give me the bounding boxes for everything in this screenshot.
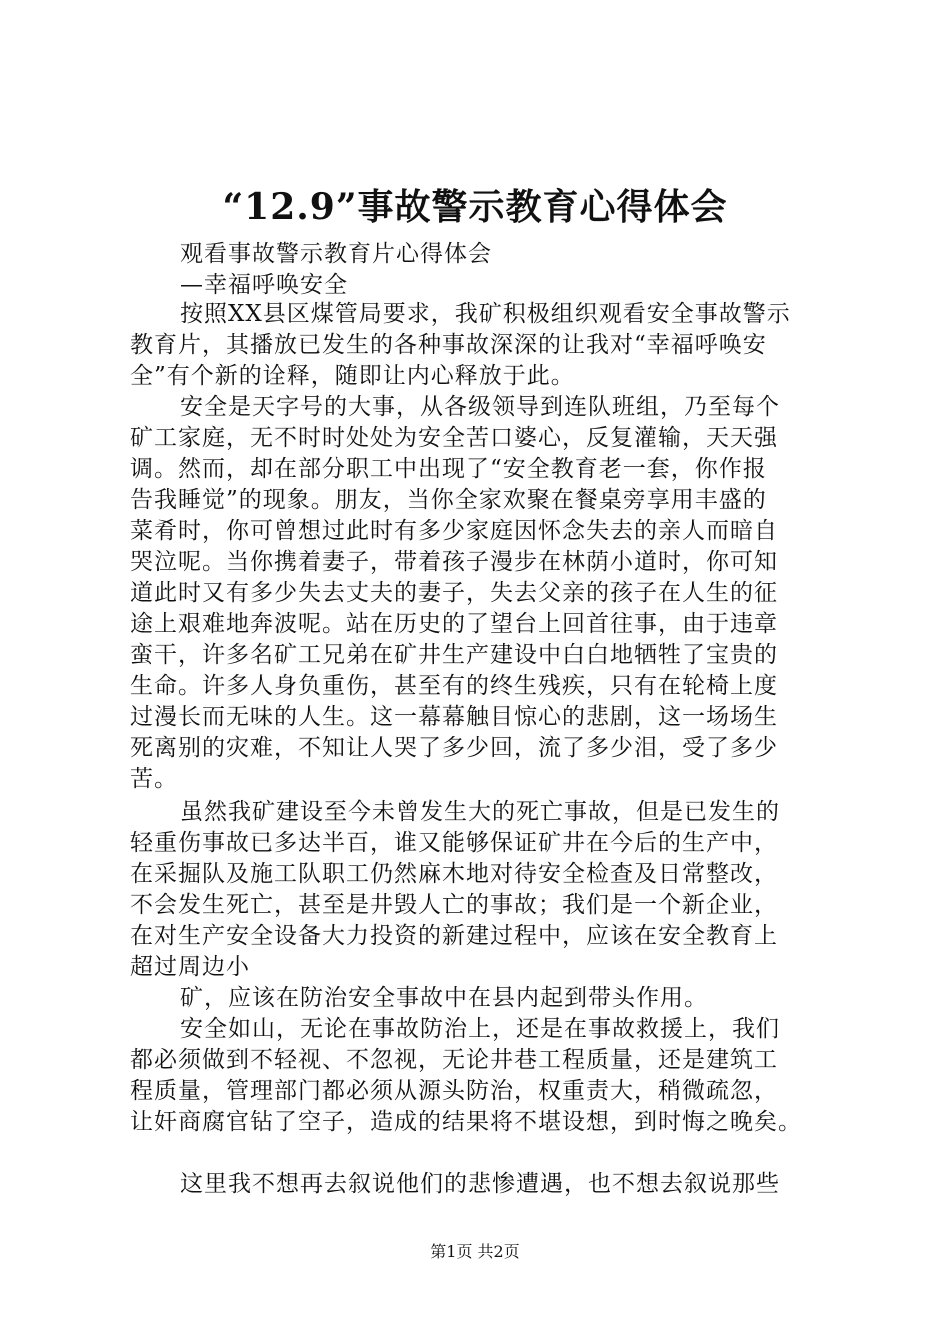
- paragraph-line: 都必须做到不轻视、不忽视，无论井巷工程质量，还是建筑工: [130, 1047, 778, 1073]
- paragraph-line: 道此时又有多少失去丈夫的妻子，失去父亲的孩子在人生的征: [130, 580, 778, 606]
- paragraph-line: 调。然而，却在部分职工中出现了“安全教育老一套，你作报: [130, 456, 767, 482]
- paragraph-line: 超过周边小: [130, 954, 250, 980]
- paragraph-line: 安全是天字号的大事，从各级领导到连队班组，乃至每个: [180, 394, 780, 420]
- document-title: “12.9”事故警示教育心得体会: [222, 186, 728, 228]
- subtitle-line: —幸福呼唤安全: [180, 272, 348, 298]
- paragraph-line: 不会发生死亡，甚至是井毁人亡的事故；我们是一个新企业，: [130, 892, 778, 918]
- paragraph-line: 死离别的灾难，不知让人哭了多少回，流了多少泪，受了多少: [130, 735, 778, 761]
- paragraph-line: 菜肴时，你可曾想过此时有多少家庭因怀念失去的亲人而暗自: [130, 518, 778, 544]
- paragraph-line: 教育片，其播放已发生的各种事故深深的让我对“幸福呼唤安: [130, 332, 767, 358]
- paragraph-line: 途上艰难地奔波呢。站在历史的了望台上回首往事，由于违章: [130, 611, 778, 637]
- paragraph-line: 在采掘队及施工队职工仍然麻木地对待安全检查及日常整改，: [130, 861, 778, 887]
- paragraph-line: 矿工家庭，无不时时处处为安全苦口婆心，反复灌输，天天强: [130, 425, 778, 451]
- page-number: 第1页 共2页: [430, 1242, 520, 1261]
- paragraph-line: 苦。: [130, 766, 178, 792]
- paragraph-line: 程质量，管理部门都必须从源头防治，权重责大，稍微疏忽，: [130, 1078, 778, 1104]
- paragraph-line: 哭泣呢。当你携着妻子，带着孩子漫步在林荫小道时，你可知: [130, 549, 778, 575]
- subtitle-line: 观看事故警示教育片心得体会: [180, 241, 492, 267]
- paragraph-line: 轻重伤事故已多达半百，谁又能够保证矿井在今后的生产中，: [130, 830, 778, 856]
- paragraph-line: 虽然我矿建设至今未曾发生大的死亡事故，但是已发生的: [180, 799, 780, 825]
- paragraph-line: 生命。许多人身负重伤，甚至有的终生残疾，只有在轮椅上度: [130, 673, 778, 699]
- paragraph-line: 安全如山，无论在事故防治上，还是在事故救援上，我们: [180, 1016, 780, 1042]
- paragraph-line: 按照XX县区煤管局要求，我矿积极组织观看安全事故警示: [180, 301, 791, 327]
- paragraph-line: 过漫长而无味的人生。这一幕幕触目惊心的悲剧，这一场场生: [130, 704, 778, 730]
- paragraph-line: 全”有个新的诠释，随即让内心释放于此。: [130, 363, 575, 389]
- paragraph-line: 这里我不想再去叙说他们的悲惨遭遇，也不想去叙说那些: [180, 1171, 780, 1197]
- paragraph-line: 告我睡觉”的现象。朋友，当你全家欢聚在餐桌旁享用丰盛的: [130, 487, 767, 513]
- paragraph-line: 让奸商腐官钻了空子，造成的结果将不堪设想，到时悔之晚矣。: [130, 1109, 802, 1135]
- paragraph-line: 在对生产安全设备大力投资的新建过程中，应该在安全教育上: [130, 923, 778, 949]
- paragraph-line: 矿，应该在防治安全事故中在县内起到带头作用。: [180, 985, 708, 1011]
- paragraph-line: 蛮干，许多名矿工兄弟在矿井生产建设中白白地牺牲了宝贵的: [130, 642, 778, 668]
